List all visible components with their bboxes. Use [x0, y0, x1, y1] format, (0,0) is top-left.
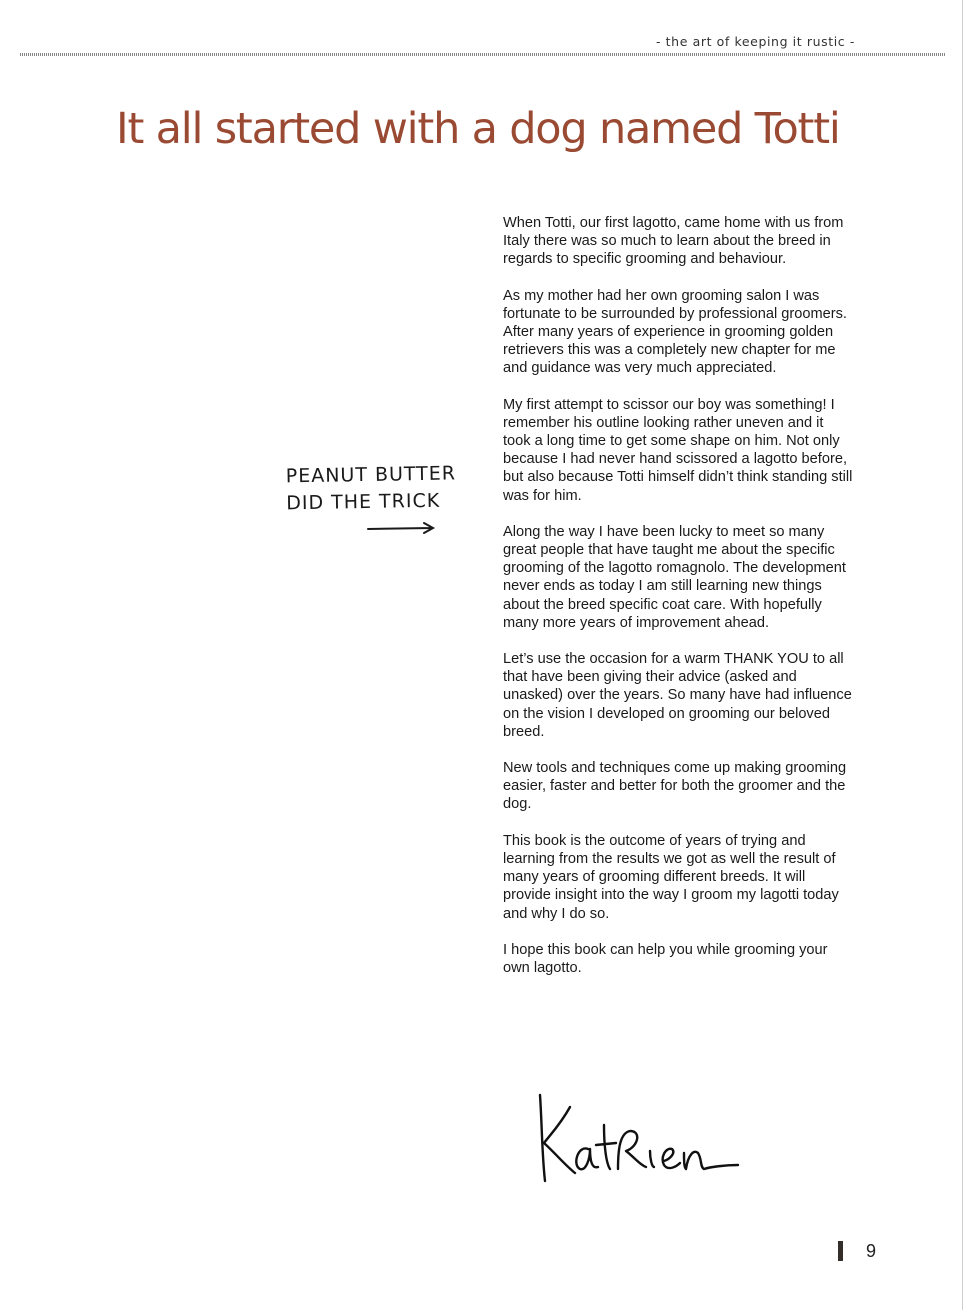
- page-number: 9: [866, 1241, 877, 1261]
- note-line-1: PEANUT BUTTER: [285, 462, 457, 488]
- header-tagline: - the art of keeping it rustic -: [656, 34, 855, 49]
- page-edge: [962, 0, 963, 1310]
- paragraph: This book is the outcome of years of trying and learning from the results we got as well the result of many years of grooming different breeds. It will provide insight into the way I groom my lagotti today and why I do so.: [503, 832, 839, 922]
- body-text: [503, 214, 855, 995]
- header-divider: [20, 53, 946, 56]
- paragraph: My first attempt to scissor our boy was something! I remember his outline looking rather uneven and it took a long time to get some shape on him. Not only because I had never hand scissored a lagotto before, but also because Totti himself didn’t think standing still was for him.: [503, 396, 853, 504]
- page-title: It all started with a dog named Totti: [116, 104, 840, 154]
- paragraph: New tools and techniques come up making grooming easier, faster and better for both the groomer and the dog.: [503, 760, 847, 813]
- paragraph: As my mother had her own grooming salon I was fortunate to be surrounded by professional groomers. After many years of experience in grooming golden retrievers this was a completely new chapter for me and guidance was very much appreciated.: [503, 287, 847, 377]
- page-number-bar: [838, 1241, 843, 1261]
- handwritten-note: [285, 461, 457, 518]
- paragraph: Along the way I have been lucky to meet so many great people that have taught me about the specific grooming of the lagotto romagnolo. The development never ends as today I am still learning new things about the breed specific coat care. With hopefully many more years of improvement ahead.: [503, 523, 846, 631]
- paragraph: Let’s use the occasion for a warm THANK YOU to all that have been giving their advice (asked and unasked) over the years. So many have had influence on the vision I developed on grooming our beloved breed.: [503, 651, 852, 740]
- paragraph: I hope this book can help you while grooming your own lagotto.: [503, 941, 828, 976]
- note-line-2: DID THE TRICK: [286, 489, 441, 515]
- signature: [530, 1085, 750, 1195]
- arrow-right-icon: [366, 520, 438, 536]
- paragraph: When Totti, our first lagotto, came home with us from Italy there was so much to learn about the breed in regards to specific grooming and behaviour.: [503, 215, 844, 268]
